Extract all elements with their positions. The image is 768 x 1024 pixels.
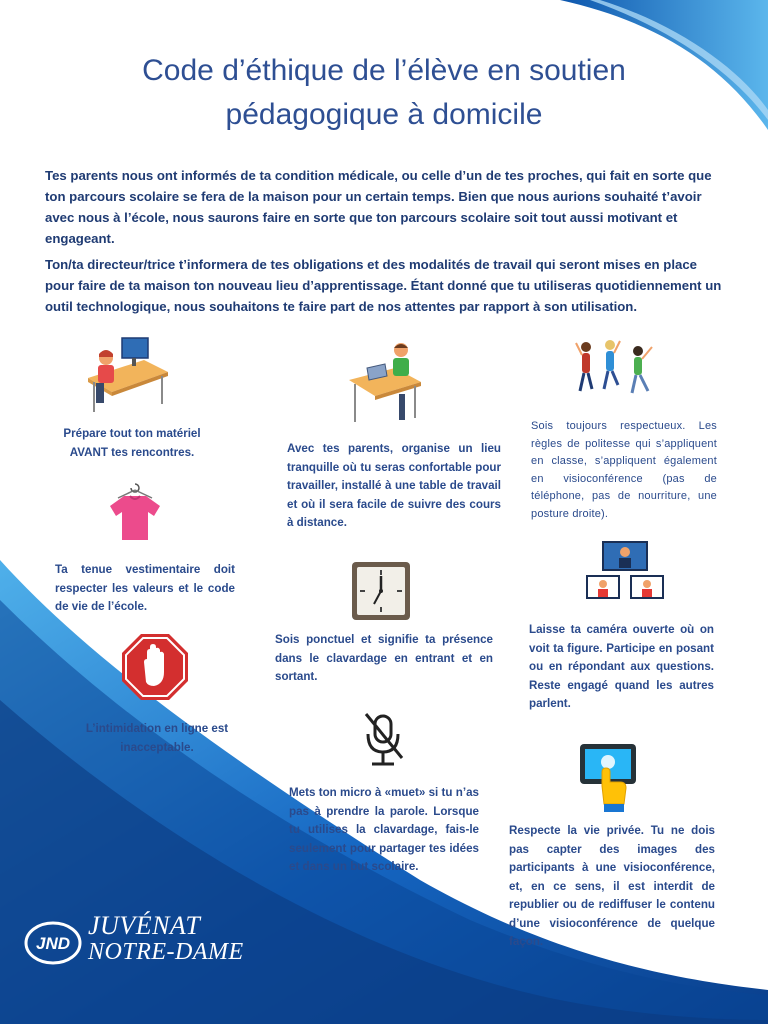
intro-paragraph-2: Ton/ta directeur/trice t’informera de tes obligations et des modalités de travail qui seront mises en place pour faire de ta maison ton nouveau lieu d’apprentissage. Étant donné que tu utiliseras quotidiennement un outil technologique, nous souhaitons te faire part de nos attentes par rapport à son utilisation. [45, 257, 722, 314]
student-desk-computer-illustration [82, 330, 170, 418]
logo-mark-text: JND [35, 934, 71, 953]
rule-intimidation-text: L’intimidation en ligne est inacceptable. [85, 722, 229, 754]
page-title-line2: pédagogique à domicile [225, 98, 543, 131]
video-conference-screens-icon [585, 540, 665, 602]
jnd-logo-mark [24, 915, 82, 967]
mute-microphone-icon [358, 710, 408, 770]
intro-paragraph-1: Tes parents nous ont informés de ta condition médicale, ou celle d’un de tes proches, qui fait en sorte que ton parcours scolaire se fera de la maison pour un certain temps. Bien que nous aurions souhaité t’avoir avec nous à l’école, nous saurons faire en sorte que ton parcours scolaire soit tout aussi motivant et engageant. [45, 168, 712, 246]
juvenat-notre-dame-logo [24, 905, 284, 985]
rule-ponctuel-text: Sois ponctuel et signifie ta présence dans le clavardage en entrant et en sortant. [275, 633, 493, 683]
rule-respect-text: Sois toujours respectueux. Les règles de politesse qui s’appliquent en classe, s’appliquent également en visioconférence (pas de téléphone, pas de nourriture, une posture droite). [531, 420, 717, 520]
tshirt-hanger-illustration [104, 482, 166, 544]
page-title-line1: Code d’éthique de l’élève en soutien [142, 54, 626, 87]
logo-line-1: JUVÉNAT [88, 911, 201, 940]
rule-tenue-text: Ta tenue vestimentaire doit respecter les valeurs et le code de vie de l’école. [55, 563, 235, 613]
boy-laptop-illustration [345, 338, 425, 428]
rule-materiel-text: Prépare tout ton matériel AVANT tes rencontres. [63, 427, 201, 459]
rule-vie-privee-text: Respecte la vie privée. Tu ne dois pas capter des images des participants à une visioconférence, et, en ce sens, il est interdit de republier ou de rediffuser le contenu d’une visioconférence de quelque façon. [509, 824, 715, 948]
rule-camera-text: Laisse ta caméra ouverte où on voit ta figure. Participe en posant ou en répondant aux questions. Reste engagé quand les autres parlent. [529, 623, 714, 710]
jumping-students-illustration [572, 335, 662, 405]
logo-line-2: NOTRE-DAME [88, 939, 244, 965]
stop-hand-icon [120, 632, 190, 702]
rule-lieu-text: Avec tes parents, organise un lieu tranquille où tu seras confortable pour travailler, installé à une table de travail et où il sera facile de suivre des cours à distance. [287, 442, 501, 529]
rule-micro-text: Mets ton micro à «muet» si tu n’as pas à prendre la parole. Lorsque tu utilises la clavardage, fais-le seulement pour partager tes idées et dans un but scolaire. [289, 786, 479, 873]
clock-icon [350, 560, 412, 622]
tablet-touch-icon [578, 742, 638, 814]
